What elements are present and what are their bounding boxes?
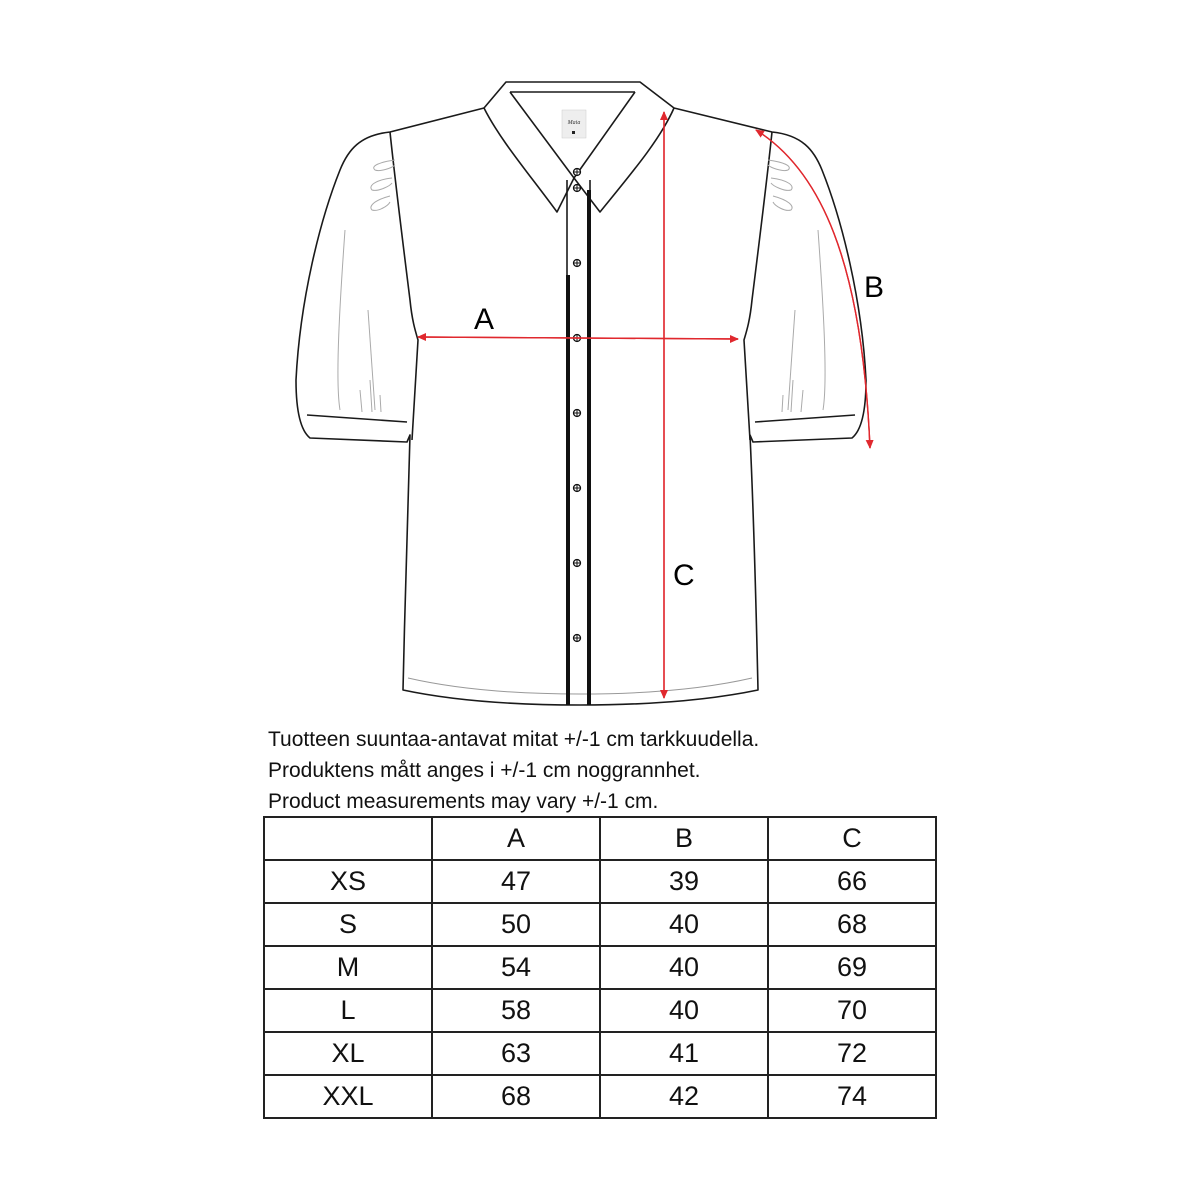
- value-b: 41: [600, 1032, 768, 1075]
- note-english: Product measurements may vary +/-1 cm.: [268, 790, 659, 813]
- label-b: B: [864, 271, 885, 304]
- value-a: 47: [432, 860, 600, 903]
- size-label: S: [264, 903, 432, 946]
- value-b: 39: [600, 860, 768, 903]
- size-label: XXL: [264, 1075, 432, 1118]
- value-c: 66: [768, 860, 936, 903]
- value-c: 69: [768, 946, 936, 989]
- arrow-b: [756, 130, 870, 448]
- size-chart-table: [263, 816, 937, 1119]
- table-row: [264, 946, 936, 989]
- value-a: 54: [432, 946, 600, 989]
- value-b: 40: [600, 946, 768, 989]
- size-label: XS: [264, 860, 432, 903]
- table-row: [264, 989, 936, 1032]
- table-row: [264, 1032, 936, 1075]
- value-c: 68: [768, 903, 936, 946]
- note-finnish: Tuotteen suuntaa-antavat mitat +/-1 cm tarkkuudella.: [268, 728, 760, 751]
- table-row: [264, 860, 936, 903]
- table-header-row: [264, 817, 936, 860]
- label-a: A: [474, 303, 495, 336]
- size-label: L: [264, 989, 432, 1032]
- svg-text:Maia: Maia: [567, 120, 581, 126]
- value-a: 58: [432, 989, 600, 1032]
- table-row: [264, 903, 936, 946]
- header-size: [264, 817, 432, 860]
- value-b: 42: [600, 1075, 768, 1118]
- value-a: 63: [432, 1032, 600, 1075]
- header-a: A: [432, 817, 600, 860]
- value-b: 40: [600, 989, 768, 1032]
- value-a: 50: [432, 903, 600, 946]
- header-b: B: [600, 817, 768, 860]
- value-c: 72: [768, 1032, 936, 1075]
- value-a: 68: [432, 1075, 600, 1118]
- size-label: M: [264, 946, 432, 989]
- measurement-notes: [268, 724, 759, 817]
- note-swedish: Produktens mått anges i +/-1 cm noggrannhet.: [268, 759, 701, 782]
- header-c: C: [768, 817, 936, 860]
- table-row: [264, 1075, 936, 1118]
- button-icons: [574, 169, 581, 642]
- label-c: C: [673, 559, 695, 592]
- size-label: XL: [264, 1032, 432, 1075]
- value-c: 74: [768, 1075, 936, 1118]
- value-c: 70: [768, 989, 936, 1032]
- value-b: 40: [600, 903, 768, 946]
